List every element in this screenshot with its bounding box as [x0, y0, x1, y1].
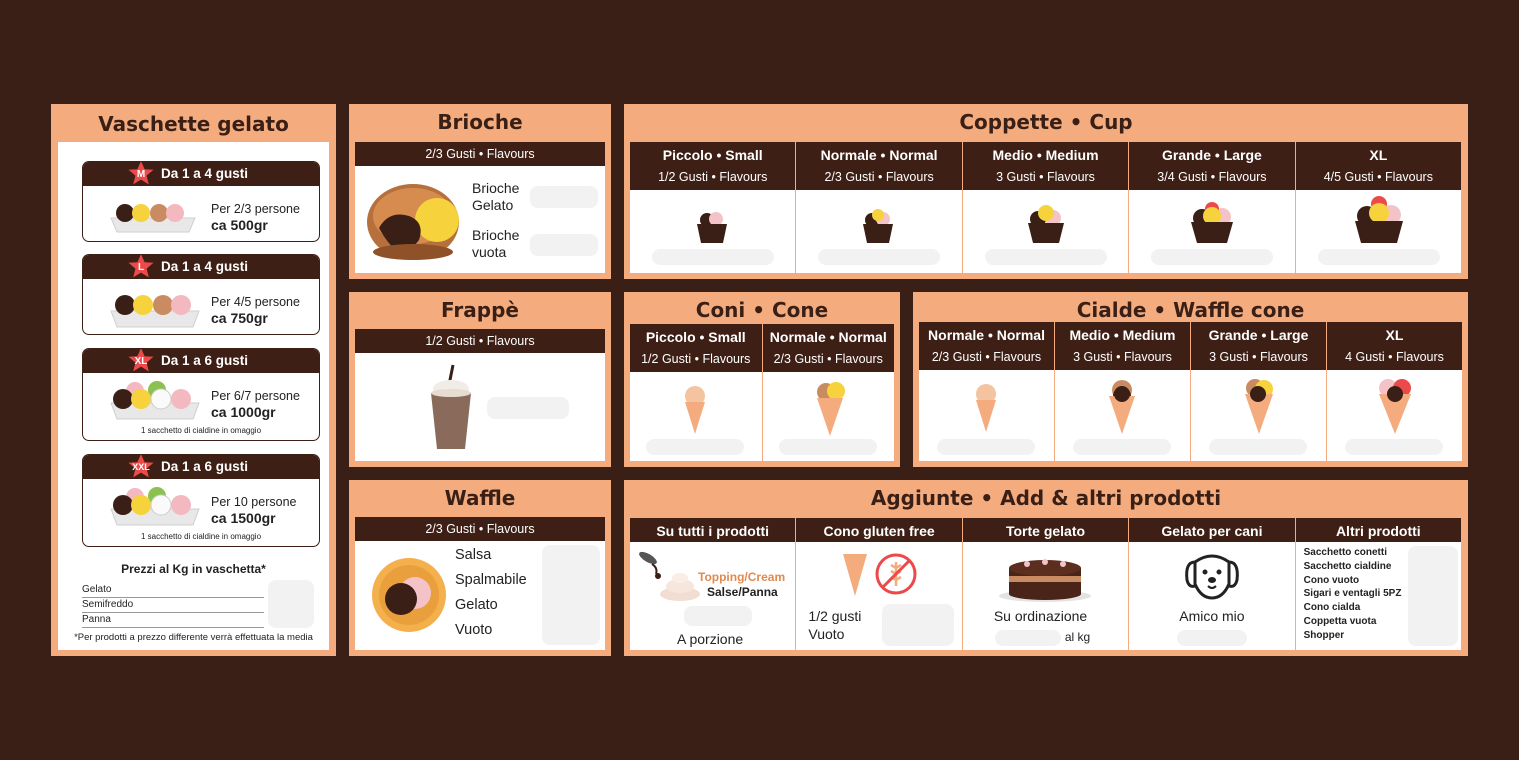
- price-placeholder: [1073, 439, 1171, 455]
- waffle-cone-size-xl[interactable]: XL 4 Gusti • Flavours: [1327, 322, 1462, 461]
- extras-panel: [624, 480, 1468, 656]
- other-products-list: [1304, 546, 1402, 643]
- size-badge-xl: XL: [127, 348, 155, 375]
- tub-flavours: Da 1 a 6 gusti: [161, 459, 249, 474]
- waffle-cone-size-normal[interactable]: Normale • Normal 2/3 Gusti • Flavours: [919, 322, 1055, 461]
- brioche-body: [355, 166, 605, 273]
- price-placeholder: [1177, 630, 1247, 646]
- cones-title: Coni • Cone: [695, 298, 829, 322]
- cone-icon: [1241, 376, 1277, 436]
- brioche-panel: [349, 104, 611, 279]
- tub-card-xxl[interactable]: [82, 454, 320, 547]
- waffle-cones-title: Cialde • Waffle cone: [1076, 298, 1305, 322]
- tub-card-xl[interactable]: [82, 348, 320, 441]
- size-badge-xxl: XXL: [127, 454, 155, 481]
- waffle-body: [355, 541, 605, 650]
- waffle-option-salsa: Salsa: [455, 547, 492, 563]
- extras-title: Aggiunte • Add & altri prodotti: [870, 486, 1222, 510]
- other-product-item: Cono vuoto: [1303, 574, 1360, 586]
- frappe-flavours-bar: 1/2 Gusti • Flavours: [355, 329, 605, 353]
- size-badge-m: M: [127, 161, 155, 188]
- cup-size-xl[interactable]: XL 4/5 Gusti • Flavours: [1296, 142, 1461, 273]
- price-placeholder: [882, 604, 954, 646]
- cone-size-normal[interactable]: Normale • Normal 2/3 Gusti • Flavours: [763, 324, 895, 461]
- tub-persons: Per 2/3 persone: [211, 202, 300, 216]
- price-placeholder: [268, 580, 314, 628]
- price-placeholder: [1408, 546, 1458, 646]
- cone-icon: [813, 378, 847, 438]
- tub-persons: Per 6/7 persone: [211, 389, 300, 403]
- cone-icon: [971, 382, 1001, 434]
- topping-icon: [634, 550, 700, 602]
- tub-weight: ca 750gr: [211, 310, 268, 326]
- prices-title: Prezzi al Kg in vaschetta*: [121, 562, 266, 576]
- cup-size-normal[interactable]: Normale • Normal 2/3 Gusti • Flavours: [796, 142, 962, 273]
- extras-table: [630, 518, 1461, 650]
- price-row-panna: Panna: [82, 614, 264, 628]
- brioche-gelato-label: Brioche Gelato: [472, 180, 520, 213]
- price-row-gelato: Gelato: [82, 584, 264, 598]
- price-placeholder: [937, 439, 1035, 455]
- tub-icon: [109, 379, 201, 421]
- frappe-icon: [427, 363, 475, 455]
- price-placeholder: [542, 545, 600, 645]
- price-placeholder: [646, 439, 744, 455]
- waffle-cones-panel: [913, 292, 1468, 467]
- waffle-cone-size-medium[interactable]: Medio • Medium 3 Gusti • Flavours: [1055, 322, 1191, 461]
- waffle-option-spalmabile: Spalmabile: [455, 572, 527, 588]
- tubs-panel: [51, 104, 336, 656]
- no-gluten-icon: [874, 552, 918, 596]
- cones-table: [630, 324, 894, 461]
- other-product-item: Sacchetto cialdine: [1303, 560, 1392, 572]
- cone-size-small[interactable]: Piccolo • Small 1/2 Gusti • Flavours: [630, 324, 763, 461]
- tub-weight: ca 1000gr: [211, 404, 276, 420]
- tub-weight: ca 1500gr: [211, 510, 276, 526]
- price-placeholder: [530, 234, 598, 256]
- tub-gift-note: 1 sacchetto di cialdine in omaggio: [140, 426, 262, 435]
- tub-gift-note: 1 sacchetto di cialdine in omaggio: [140, 532, 262, 541]
- price-placeholder: [487, 397, 569, 419]
- waffle-flavours-bar: 2/3 Gusti • Flavours: [355, 517, 605, 541]
- tubs-title: Vaschette gelato: [98, 112, 289, 136]
- tub-icon: [109, 198, 197, 234]
- cups-panel: [624, 104, 1468, 279]
- price-row-semifreddo: Semifreddo: [82, 599, 264, 613]
- cone-icon: [1105, 378, 1139, 436]
- tub-flavours: Da 1 a 4 gusti: [161, 259, 249, 274]
- waffle-panel: [349, 480, 611, 656]
- price-placeholder: [1345, 439, 1443, 455]
- portion-label: A porzione: [677, 631, 744, 647]
- cake-icon: [997, 548, 1093, 604]
- cup-icon: [1027, 204, 1065, 244]
- cup-icon: [696, 210, 728, 244]
- price-placeholder: [530, 186, 598, 208]
- gluten-free-line-1: 1/2 gusti: [808, 608, 862, 624]
- cake-unit-label: al kg: [1064, 630, 1091, 644]
- other-product-item: Sigari e ventagli 5PZ: [1303, 588, 1402, 600]
- topping-label: Topping/Cream: [698, 570, 786, 584]
- price-placeholder: [652, 249, 774, 265]
- cup-icon: [1354, 196, 1404, 244]
- extras-col-other-products[interactable]: Altri prodotti Sacchetto conetti Sacchetto cialdine Cono vuoto Sigari e ventagli 5PZ Cono cialda Coppetta vuota Shopper: [1296, 518, 1461, 650]
- brioche-icon: [365, 180, 465, 262]
- tub-icon: [109, 485, 201, 527]
- waffle-icon: [371, 557, 447, 633]
- cones-panel: [624, 292, 900, 467]
- tub-persons: Per 4/5 persone: [211, 295, 300, 309]
- price-placeholder: [1318, 249, 1440, 265]
- price-placeholder: [684, 606, 752, 626]
- tubs-body: [58, 142, 329, 650]
- cup-size-large[interactable]: Grande • Large 3/4 Gusti • Flavours: [1129, 142, 1295, 273]
- footnote: *Per prodotti a prezzo differente verrà effettuata la media: [74, 632, 313, 643]
- tub-card-l[interactable]: [82, 254, 320, 335]
- cone-icon: [680, 384, 710, 436]
- frappe-title: Frappè: [441, 298, 519, 322]
- cup-icon: [862, 208, 894, 244]
- extras-col-ice-cream-cake[interactable]: Torte gelato Su ordinazione al kg: [963, 518, 1129, 650]
- price-placeholder: [1151, 249, 1273, 265]
- price-placeholder: [818, 249, 940, 265]
- price-placeholder: [1209, 439, 1307, 455]
- waffle-option-vuoto: Vuoto: [455, 622, 493, 638]
- frappe-panel: [349, 292, 611, 467]
- dog-icon: [1183, 548, 1241, 602]
- waffle-cones-table: [919, 322, 1462, 461]
- extras-col-toppings[interactable]: Su tutti i prodotti Topping/Cream Salse/Panna A porzione: [630, 518, 796, 650]
- other-product-item: Coppetta vuota: [1303, 615, 1377, 627]
- brioche-flavours-bar: 2/3 Gusti • Flavours: [355, 142, 605, 166]
- dog-label: Amico mio: [1179, 608, 1245, 624]
- tub-flavours: Da 1 a 6 gusti: [161, 353, 249, 368]
- waffle-option-gelato: Gelato: [455, 597, 498, 613]
- other-product-item: Shopper: [1303, 629, 1345, 641]
- gluten-free-line-2: Vuoto: [808, 626, 845, 642]
- tub-icon: [109, 289, 201, 329]
- price-placeholder: [779, 439, 877, 455]
- cone-icon: [1375, 374, 1415, 436]
- extras-col-gluten-free[interactable]: Cono gluten free 1/2 gusti Vuoto: [796, 518, 962, 650]
- cup-size-small[interactable]: Piccolo • Small 1/2 Gusti • Flavours: [630, 142, 796, 273]
- cup-size-medium[interactable]: Medio • Medium 3 Gusti • Flavours: [963, 142, 1129, 273]
- cups-table: [630, 142, 1461, 273]
- tub-flavours: Da 1 a 4 gusti: [161, 166, 249, 181]
- cup-icon: [1190, 202, 1234, 244]
- waffle-title: Waffle: [444, 486, 516, 510]
- tub-weight: ca 500gr: [211, 217, 268, 233]
- extras-col-dog-ice-cream[interactable]: Gelato per cani Amico mio: [1129, 518, 1295, 650]
- waffle-cone-size-large[interactable]: Grande • Large 3 Gusti • Flavours: [1191, 322, 1327, 461]
- frappe-body: [355, 353, 605, 461]
- tub-persons: Per 10 persone: [211, 495, 297, 509]
- tub-card-m[interactable]: [82, 161, 320, 242]
- cups-title: Coppette • Cup: [959, 110, 1133, 134]
- brioche-title: Brioche: [437, 110, 523, 134]
- price-placeholder: [985, 249, 1107, 265]
- size-badge-l: L: [127, 254, 155, 281]
- gluten-free-cone-icon: [842, 552, 868, 598]
- price-placeholder: [995, 630, 1061, 646]
- other-product-item: Cono cialda: [1303, 602, 1361, 614]
- other-product-item: Sacchetto conetti: [1303, 547, 1387, 558]
- cake-order-label: Su ordinazione: [993, 608, 1088, 624]
- topping-sublabel: Salse/Panna: [707, 585, 778, 599]
- brioche-vuota-label: Brioche vuota: [472, 227, 520, 260]
